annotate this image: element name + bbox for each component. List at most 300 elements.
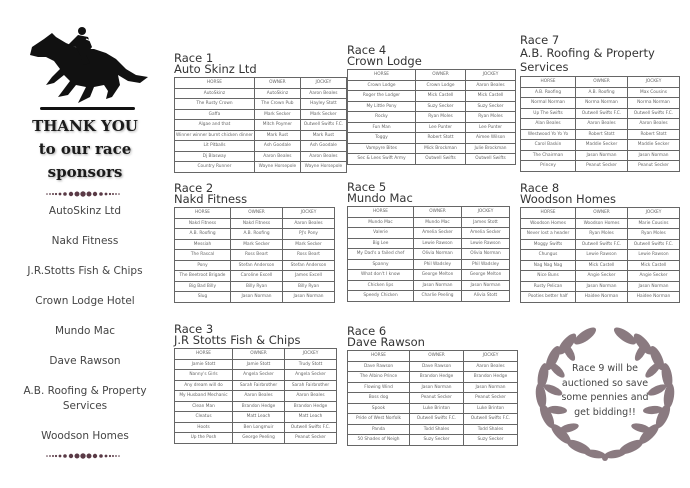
owner-cell: Mitch Poymer xyxy=(254,120,300,131)
owner-cell: Luke Brinton xyxy=(410,403,464,414)
notice-line: auctioned so save xyxy=(561,377,649,389)
owner-cell: Ross Beart xyxy=(231,250,283,261)
horse-cell: Dj Blasway xyxy=(175,151,255,162)
jockey-cell: Peanut Secker xyxy=(628,161,680,172)
table-row xyxy=(348,143,516,154)
jockey-cell: Aaron Beales xyxy=(466,80,516,91)
horse-cell: Hoots xyxy=(175,422,233,433)
owner-cell: Mick Brockman xyxy=(416,143,466,154)
owner-cell: Jason Norman xyxy=(414,280,462,291)
horse-cell: Lit Pitballs xyxy=(175,141,255,152)
jockey-cell: Angie Secker xyxy=(628,271,680,282)
table-row xyxy=(348,435,518,446)
jockey-cell: Julie Brockman xyxy=(466,143,516,154)
table-row xyxy=(521,239,680,250)
owner-cell: Nakd Fitness xyxy=(231,218,283,229)
horse-cell: Carol Baskin xyxy=(521,140,576,151)
jockey-cell: Norma Norman xyxy=(628,98,680,109)
jockey-cell: Peanut Secker xyxy=(285,433,337,444)
owner-cell: Crown Lodge xyxy=(416,80,466,91)
column-header-jockey: JOCKEY xyxy=(462,207,510,218)
jockey-cell: Outwell Swifts F.C. xyxy=(628,108,680,119)
column-header-owner: OWNER xyxy=(254,78,300,89)
jockey-cell: Mark Secker xyxy=(283,239,335,250)
jockey-cell: PJ's Pony xyxy=(283,229,335,240)
horse-cell: Normal Norman xyxy=(521,98,576,109)
race-number: Race 8 xyxy=(520,181,560,195)
race-5-block xyxy=(347,182,510,302)
table-row xyxy=(175,151,347,162)
table-row xyxy=(348,101,516,112)
owner-cell: Outwell Swifts xyxy=(416,154,466,165)
column-header-horse: HORSE xyxy=(175,208,231,219)
horse-cell: Messiah xyxy=(175,239,231,250)
owner-cell: Matt Leach xyxy=(233,412,285,423)
owner-cell: Outwell Swifts F.C. xyxy=(576,239,628,250)
race-sponsor: A.B. Roofing & Property Services xyxy=(520,46,655,74)
horse-cell: Nag Nag Nag xyxy=(521,260,576,271)
jockey-cell: Lewie Rawson xyxy=(628,250,680,261)
horse-cell: Big Bad Billy xyxy=(175,281,231,292)
jockey-cell: Jason Norman xyxy=(462,280,510,291)
horse-cell: My Dad's a failed chef xyxy=(348,249,414,260)
owner-cell: Billy Ryan xyxy=(231,281,283,292)
jockey-cell: Stefan Anderson xyxy=(283,260,335,271)
horse-cell: Vampyre Bites xyxy=(348,143,416,154)
owner-cell: Angela Secker xyxy=(233,370,285,381)
column-header-jockey: JOCKEY xyxy=(628,77,680,88)
race-number: Race 2 xyxy=(174,181,214,195)
horse-cell: Algae and that xyxy=(175,120,255,131)
jockey-cell: Aaron Beales xyxy=(464,361,518,372)
table-header xyxy=(348,351,518,362)
sponsor-name: Dave Rawson xyxy=(49,355,121,367)
owner-cell: Aaron Beales xyxy=(254,151,300,162)
horse-cell: Moggy Swifts xyxy=(521,239,576,250)
sponsor-sidebar xyxy=(0,0,170,488)
horse-cell: My Little Pony xyxy=(348,101,416,112)
jockey-cell: Todd Shales xyxy=(464,424,518,435)
horse-cell: Pooties better half xyxy=(521,292,576,303)
thank-you-heading xyxy=(0,115,170,184)
table-header xyxy=(175,349,337,360)
table-header xyxy=(348,207,510,218)
race-sponsor: Nakd Fitness xyxy=(174,192,248,206)
column-header-jockey: JOCKEY xyxy=(466,70,516,81)
horse-cell: Roger the Lodger xyxy=(348,91,416,102)
owner-cell: Maddie Secker xyxy=(576,140,628,151)
race-entries-table xyxy=(347,350,518,446)
horse-cell: Nanny's Girls xyxy=(175,370,233,381)
race-4-block xyxy=(347,45,516,165)
table-row xyxy=(175,88,347,99)
race-title xyxy=(347,45,516,67)
table-row xyxy=(175,281,335,292)
owner-cell: Stefan Anderson xyxy=(231,260,283,271)
jockey-cell: Brandon Hedge xyxy=(285,401,337,412)
owner-cell: Jason Norman xyxy=(410,382,464,393)
table-row xyxy=(348,424,518,435)
jockey-cell: Outwell Swifts xyxy=(466,154,516,165)
column-header-jockey: JOCKEY xyxy=(300,78,346,89)
table-row xyxy=(175,99,347,110)
owner-cell: Suzy Secker xyxy=(416,101,466,112)
column-header-jockey: JOCKEY xyxy=(464,351,518,362)
horse-cell: What don't I know xyxy=(348,270,414,281)
horse-cell: Cleatus xyxy=(175,412,233,423)
jockey-cell: Mick Castell xyxy=(628,260,680,271)
table-row xyxy=(521,260,680,271)
owner-cell: The Crown Pub xyxy=(254,99,300,110)
table-header xyxy=(175,208,335,219)
horse-cell: 50 Shades of Neigh xyxy=(348,435,410,446)
jockey-cell: Amelia Secker xyxy=(462,228,510,239)
column-header-owner: OWNER xyxy=(410,351,464,362)
race-sponsor: J.R Stotts Fish & Chips xyxy=(174,333,301,347)
owner-cell: Mundo Mac xyxy=(414,217,462,228)
horse-cell: Toggy xyxy=(348,133,416,144)
owner-cell: Caroline Excell xyxy=(231,271,283,282)
jockey-cell: George Melton xyxy=(462,270,510,281)
owner-cell: Ryan Moles xyxy=(576,229,628,240)
race-title xyxy=(520,183,680,205)
jockey-cell: Ash Goodale xyxy=(300,141,346,152)
sponsor-name: Crown Lodge Hotel xyxy=(35,295,135,307)
owner-cell: Ash Goodale xyxy=(254,141,300,152)
jockey-cell: Aaron Beales xyxy=(283,218,335,229)
jockey-cell: Hayley Stott xyxy=(300,99,346,110)
jockey-cell: Angela Secker xyxy=(285,370,337,381)
race-3-block xyxy=(174,324,337,444)
table-row xyxy=(175,433,337,444)
race-sponsor: Auto Skinz Ltd xyxy=(174,62,257,76)
owner-cell: Charlie Peeling xyxy=(414,291,462,302)
owner-cell: Outwell Swifts F.C. xyxy=(410,414,464,425)
column-header-horse: HORSE xyxy=(348,351,410,362)
table-row xyxy=(348,112,516,123)
race-number: Race 5 xyxy=(347,180,387,194)
race-sponsor: Woodson Homes xyxy=(520,192,616,206)
horse-cell: Country Runner xyxy=(175,162,255,173)
table-row xyxy=(175,162,347,173)
owner-cell: Angie Secker xyxy=(576,271,628,282)
owner-cell: Aaron Beales xyxy=(576,119,628,130)
owner-cell: Lewie Rawson xyxy=(576,250,628,261)
race-entries-table xyxy=(520,207,680,303)
horse-cell: Spook xyxy=(348,403,410,414)
racehorse-jockey-icon xyxy=(20,25,155,110)
column-header-jockey: JOCKEY xyxy=(283,208,335,219)
horse-cell: Nakd Fitness xyxy=(175,218,231,229)
jockey-cell: Lewie Rawson xyxy=(462,238,510,249)
owner-cell: Mark Secker xyxy=(231,239,283,250)
owner-cell: Dave Rawson xyxy=(410,361,464,372)
race-8-block xyxy=(520,183,680,303)
owner-cell: Robert Stott xyxy=(416,133,466,144)
table-row xyxy=(521,229,680,240)
race-entries-table xyxy=(347,206,510,302)
table-row xyxy=(175,141,347,152)
column-header-owner: OWNER xyxy=(576,77,628,88)
table-row xyxy=(521,140,680,151)
jockey-cell: Robert Stott xyxy=(628,129,680,140)
sponsor-name: J.R.Stotts Fish & Chips xyxy=(27,265,143,277)
table-row xyxy=(521,129,680,140)
table-row xyxy=(348,291,510,302)
race-2-block xyxy=(174,183,335,303)
owner-cell: George Melton xyxy=(414,270,462,281)
horse-cell: Never lost a header xyxy=(521,229,576,240)
owner-cell: Amelia Secker xyxy=(414,228,462,239)
table-row xyxy=(175,109,347,120)
jockey-cell: Max Cousins xyxy=(628,87,680,98)
jockey-cell: Brandon Hedge xyxy=(464,372,518,383)
owner-cell: Mark Secker xyxy=(254,109,300,120)
jockey-cell: Peanut Secker xyxy=(464,393,518,404)
owner-cell: Brandon Hedge xyxy=(233,401,285,412)
table-row xyxy=(175,120,347,131)
jockey-cell: Billy Ryan xyxy=(283,281,335,292)
horse-cell: Alan Beales xyxy=(521,119,576,130)
owner-cell: George Peeling xyxy=(233,433,285,444)
jockey-cell: Mick Castell xyxy=(466,91,516,102)
horse-cell: The Albino Prince xyxy=(348,372,410,383)
owner-cell: Haidee Norman xyxy=(576,292,628,303)
race-number: Race 6 xyxy=(347,324,387,338)
race-number: Race 7 xyxy=(520,33,560,47)
race-title xyxy=(174,183,335,205)
jockey-cell: Jason Norman xyxy=(464,382,518,393)
table-row xyxy=(521,218,680,229)
horse-cell: My Husband Mechanic xyxy=(175,391,233,402)
owner-cell: Lewie Rawson xyxy=(414,238,462,249)
table-row xyxy=(348,238,510,249)
jockey-cell: Marie Cousins xyxy=(628,218,680,229)
owner-cell: A.B. Roofing xyxy=(231,229,283,240)
thank-you-line: to our race xyxy=(38,140,132,158)
notice-line: Race 9 will be xyxy=(572,363,638,374)
horse-cell: AutoSkinz xyxy=(175,88,255,99)
table-row xyxy=(521,98,680,109)
race-6-block xyxy=(347,326,518,446)
horse-cell: Pony xyxy=(175,260,231,271)
table-header xyxy=(521,208,680,219)
table-row xyxy=(175,218,335,229)
table-row xyxy=(175,391,337,402)
owner-cell: Aaron Beales xyxy=(233,391,285,402)
jockey-cell: Aaron Beales xyxy=(300,88,346,99)
table-row xyxy=(175,359,337,370)
table-row xyxy=(521,281,680,292)
race-sponsor: Crown Lodge xyxy=(347,54,422,68)
jockey-cell: Matt Leach xyxy=(285,412,337,423)
jockey-cell: Mark Secker xyxy=(300,109,346,120)
dotted-divider-icon xyxy=(45,453,120,459)
jockey-cell: Outwell Swifts F.C. xyxy=(300,120,346,131)
owner-cell: Lee Punter xyxy=(416,122,466,133)
owner-cell: Woodson Homes xyxy=(576,218,628,229)
race-entries-table xyxy=(347,69,516,165)
horse-cell: Big Lee xyxy=(348,238,414,249)
horse-cell: Flowing Wind xyxy=(348,382,410,393)
race-number: Race 3 xyxy=(174,322,214,336)
column-header-horse: HORSE xyxy=(521,77,576,88)
owner-cell: Suzy Secker xyxy=(410,435,464,446)
jockey-cell: Suzy Secker xyxy=(466,101,516,112)
jockey-cell: Suzy Secker xyxy=(464,435,518,446)
jockey-cell: Outwell Swifts F.C. xyxy=(628,239,680,250)
jockey-cell: Maddie Secker xyxy=(628,140,680,151)
race-entries-table xyxy=(174,207,335,303)
sponsor-name: Nakd Fitness xyxy=(51,235,119,247)
table-row xyxy=(175,130,347,141)
table-row xyxy=(348,270,510,281)
table-row xyxy=(175,370,337,381)
table-row xyxy=(348,133,516,144)
table-row xyxy=(175,401,337,412)
table-header xyxy=(521,77,680,88)
owner-cell: Jason Norman xyxy=(576,281,628,292)
column-header-owner: OWNER xyxy=(231,208,283,219)
jockey-cell: Outwell Swifts F.C. xyxy=(285,422,337,433)
horse-cell: Sec & Lees Swift Army xyxy=(348,154,416,165)
table-row xyxy=(348,414,518,425)
horse-cell: Panda xyxy=(348,424,410,435)
sponsor-name: A.B. Roofing & Property Services xyxy=(23,385,147,412)
owner-cell: Jason Norman xyxy=(576,150,628,161)
horse-cell: Jamie Stott xyxy=(175,359,233,370)
table-row xyxy=(348,393,518,404)
table-row xyxy=(521,271,680,282)
jockey-cell: Olivia Norman xyxy=(462,249,510,260)
column-header-horse: HORSE xyxy=(348,207,414,218)
race-title xyxy=(174,324,337,346)
owner-cell: Ryan Moles xyxy=(416,112,466,123)
owner-cell: AutoSkinz xyxy=(254,88,300,99)
column-header-owner: OWNER xyxy=(576,208,628,219)
horse-cell: Pride of West Norfolk xyxy=(348,414,410,425)
owner-cell: Outwell Swifts F.C. xyxy=(576,108,628,119)
table-row xyxy=(348,217,510,228)
column-header-horse: HORSE xyxy=(521,208,576,219)
horse-cell: Clean Man xyxy=(175,401,233,412)
horse-cell: Valerie xyxy=(348,228,414,239)
horse-cell: The Chairman xyxy=(521,150,576,161)
race-sponsor: Dave Rawson xyxy=(347,335,425,349)
column-header-jockey: JOCKEY xyxy=(285,349,337,360)
column-header-owner: OWNER xyxy=(414,207,462,218)
jockey-cell: Aaron Beales xyxy=(285,391,337,402)
horse-cell: Spanny xyxy=(348,259,414,270)
column-header-jockey: JOCKEY xyxy=(628,208,680,219)
jockey-cell: Ryan Moles xyxy=(628,229,680,240)
race-1-block xyxy=(174,53,347,173)
owner-cell: Robert Stott xyxy=(576,129,628,140)
horse-cell: Rocky xyxy=(348,112,416,123)
table-row xyxy=(521,119,680,130)
jockey-cell: Aaron Beales xyxy=(628,119,680,130)
horse-cell: Mundo Mac xyxy=(348,217,414,228)
jockey-cell: Trudy Stott xyxy=(285,359,337,370)
owner-cell: Mick Castell xyxy=(576,260,628,271)
table-row xyxy=(175,292,335,303)
horse-cell: Boss dog xyxy=(348,393,410,404)
sponsor-name: Woodson Homes xyxy=(41,430,129,442)
jockey-cell: Jason Norman xyxy=(628,281,680,292)
race-entries-table xyxy=(174,77,347,173)
owner-cell: Ben Longmuir xyxy=(233,422,285,433)
jockey-cell: Ross Beart xyxy=(283,250,335,261)
horse-cell: Up The Swifts xyxy=(521,108,576,119)
race-title xyxy=(174,53,347,75)
table-header xyxy=(175,78,347,89)
horse-cell: Winner winner burnt chicken dinner xyxy=(175,130,255,141)
owner-cell: Peanut Secker xyxy=(576,161,628,172)
table-row xyxy=(348,122,516,133)
notice-line: some pennies and xyxy=(561,392,649,403)
horse-cell: Speedy Chicken xyxy=(348,291,414,302)
owner-cell: Olivia Norman xyxy=(414,249,462,260)
horse-cell: The Rascal xyxy=(175,250,231,261)
sponsor-name: Mundo Mac xyxy=(54,325,116,337)
horse-cell: Crown Lodge xyxy=(348,80,416,91)
table-row xyxy=(175,380,337,391)
owner-cell: Mark Rust xyxy=(254,130,300,141)
race-entries-table xyxy=(520,76,680,172)
jockey-cell: Mark Rust xyxy=(300,130,346,141)
race-entries-table xyxy=(174,348,337,444)
jockey-cell: Wayne Horsepole xyxy=(300,162,346,173)
owner-cell: Norma Norman xyxy=(576,98,628,109)
race-title xyxy=(520,35,680,74)
owner-cell: Mick Castell xyxy=(416,91,466,102)
jockey-cell: Aimee Wilson xyxy=(466,133,516,144)
jockey-cell: Haidee Norman xyxy=(628,292,680,303)
horse-cell: A.B. Roofing xyxy=(521,87,576,98)
jockey-cell: Outwell Swifts F.C. xyxy=(464,414,518,425)
horse-cell: Woodson Homes xyxy=(521,218,576,229)
horse-cell: Slug xyxy=(175,292,231,303)
jockey-cell: James Stott xyxy=(462,217,510,228)
horse-cell: The Beetroot Brigade xyxy=(175,271,231,282)
table-row xyxy=(348,403,518,414)
race-9-auction-notice xyxy=(550,362,660,420)
table-row xyxy=(175,239,335,250)
horse-cell: Gaffa xyxy=(175,109,255,120)
table-row xyxy=(175,260,335,271)
horse-cell: Westwood Yo Yo Yo xyxy=(521,129,576,140)
table-row xyxy=(521,250,680,261)
table-row xyxy=(521,150,680,161)
table-row xyxy=(348,280,510,291)
table-row xyxy=(175,412,337,423)
horse-cell: A.B. Roofing xyxy=(175,229,231,240)
jockey-cell: Phil Wadsley xyxy=(462,259,510,270)
table-row xyxy=(521,161,680,172)
race-title xyxy=(347,326,518,348)
owner-cell: Wayne Horsepole xyxy=(254,162,300,173)
table-row xyxy=(175,271,335,282)
horse-cell: Nice Buns xyxy=(521,271,576,282)
jockey-cell: Lee Punter xyxy=(466,122,516,133)
owner-cell: Jamie Stott xyxy=(233,359,285,370)
table-row xyxy=(175,422,337,433)
horse-cell: Fun Man xyxy=(348,122,416,133)
table-row xyxy=(521,87,680,98)
thank-you-line: THANK YOU xyxy=(32,117,138,135)
race-title xyxy=(347,182,510,204)
horse-cell: Chungus xyxy=(521,250,576,261)
